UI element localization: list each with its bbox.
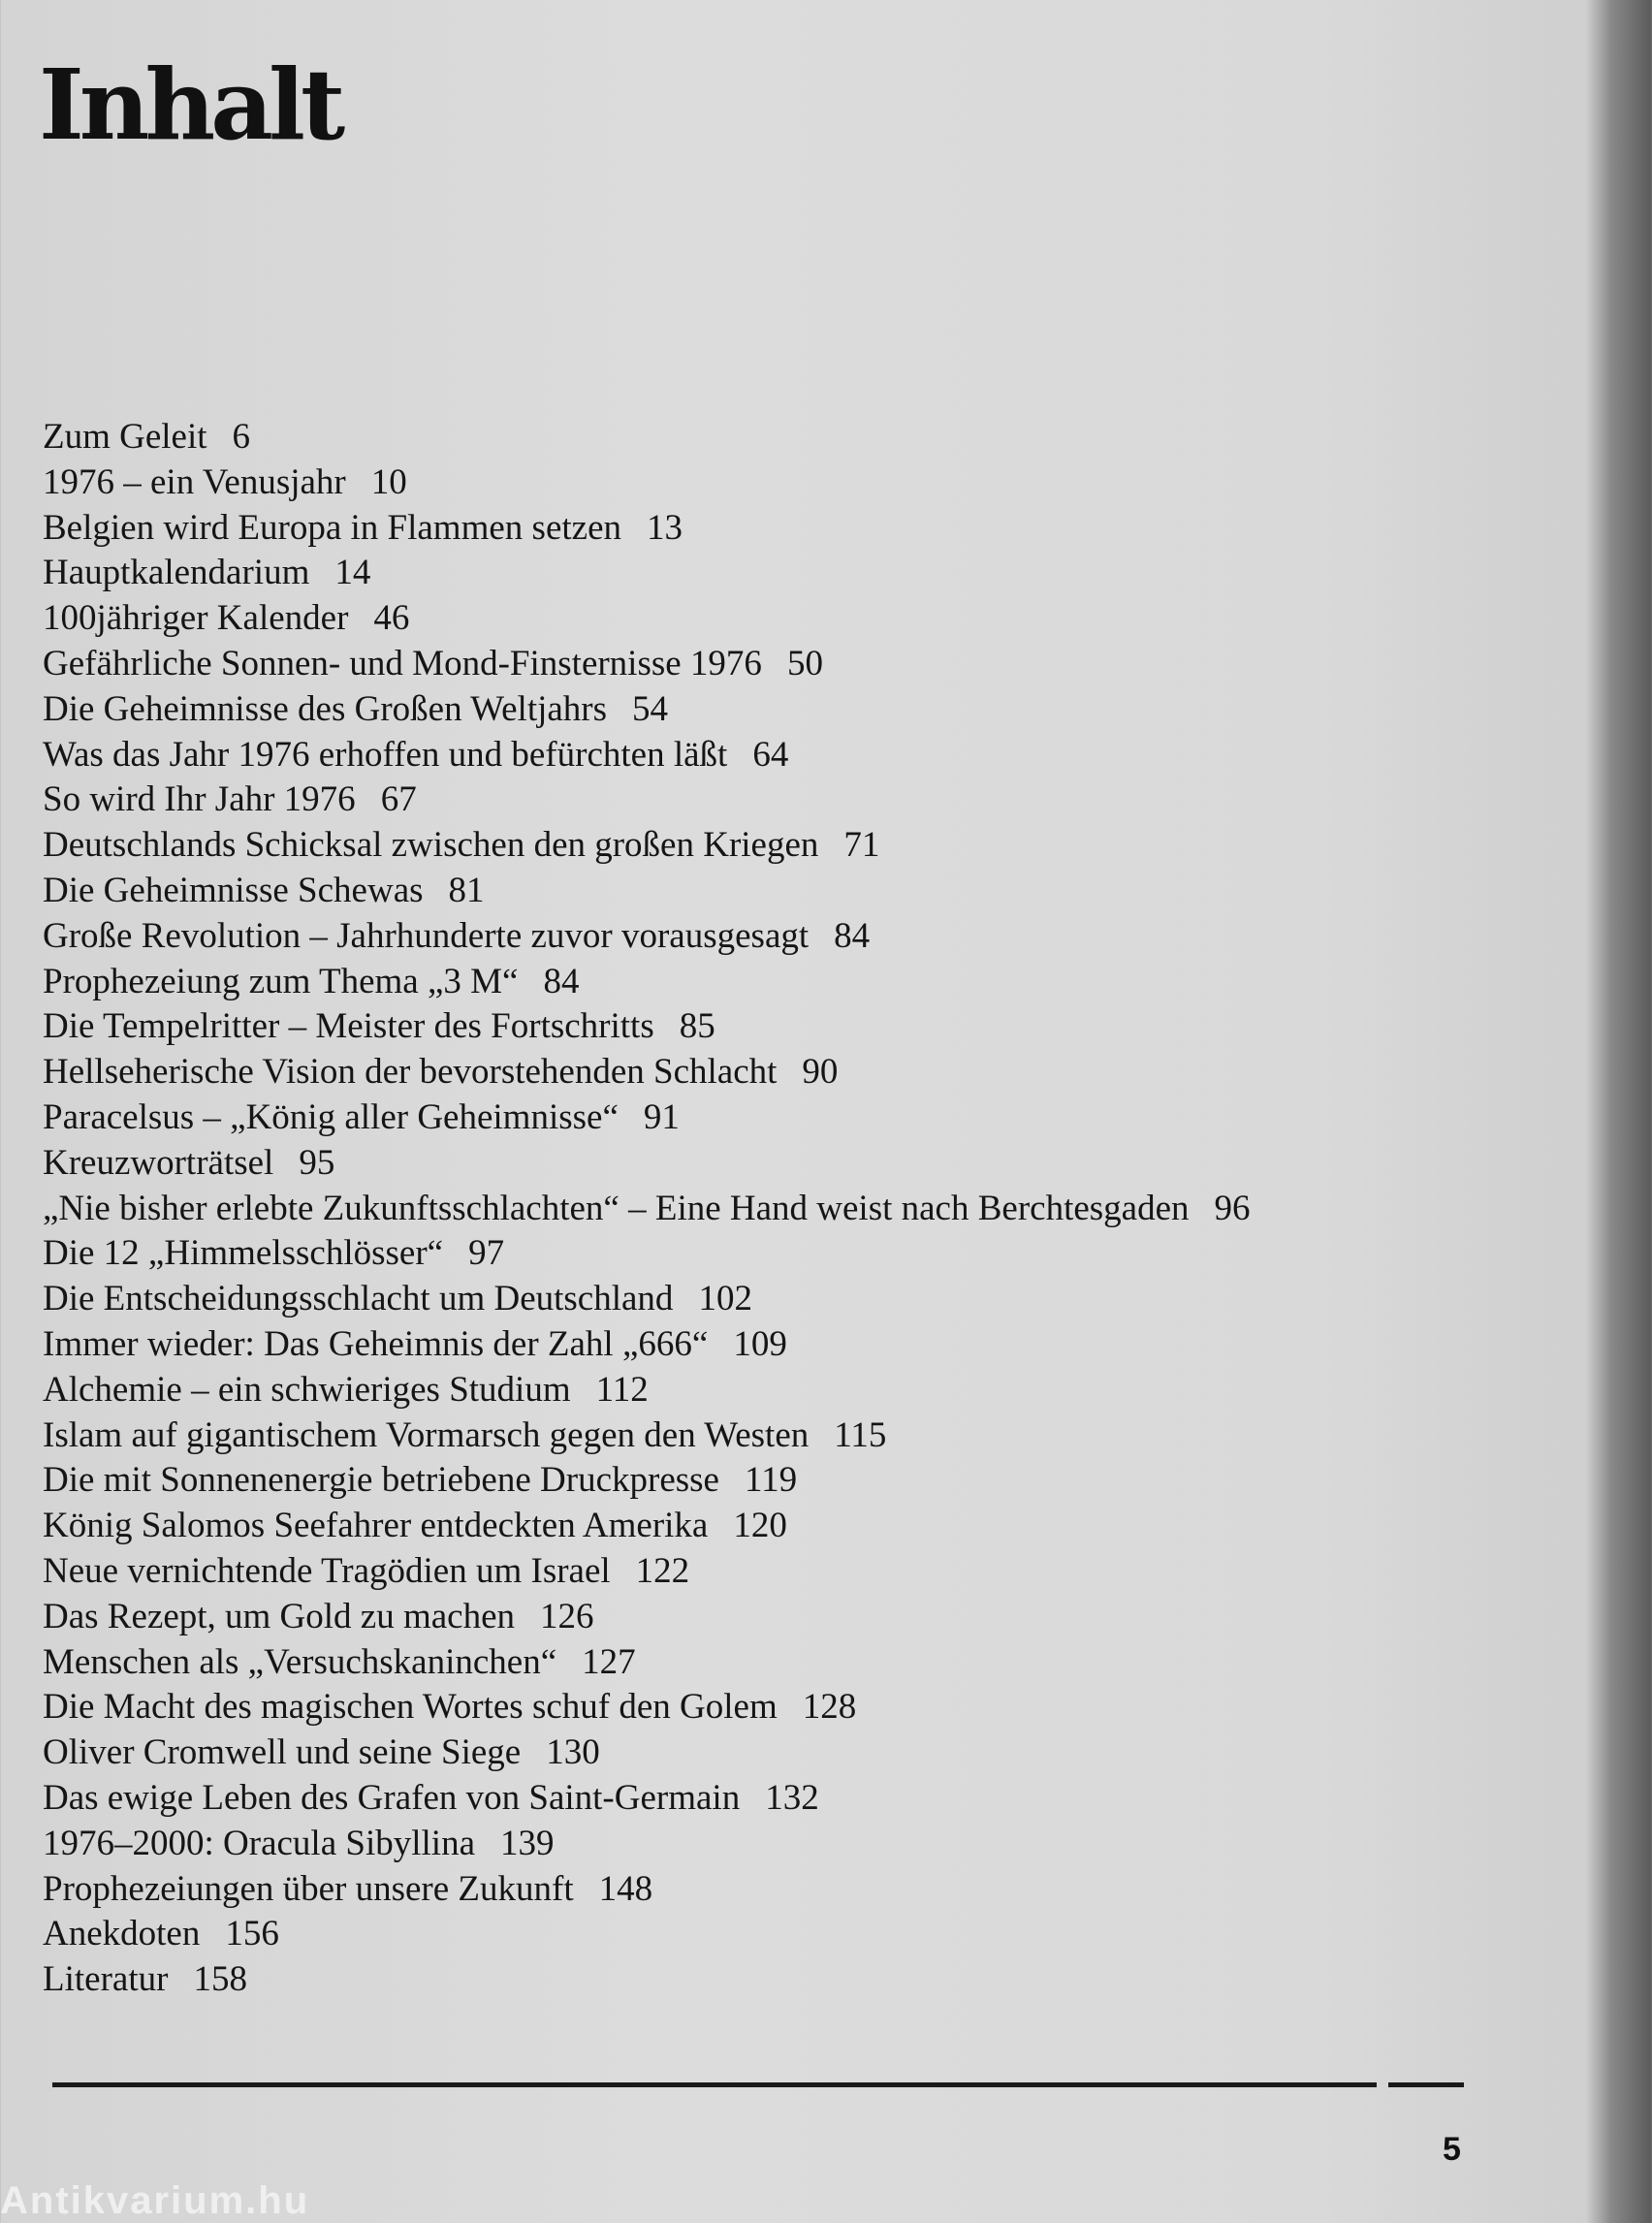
toc-entry-title: Die Macht des magischen Wortes schuf den Golem bbox=[43, 1687, 778, 1728]
toc-entry-page: 119 bbox=[744, 1460, 798, 1501]
toc-entry-title: König Salomos Seefahrer entdeckten Amerika bbox=[43, 1506, 709, 1546]
page-title: Inhalt bbox=[39, 48, 341, 162]
toc-entry-title: Zum Geleit bbox=[43, 417, 207, 457]
toc-entry bbox=[43, 1912, 1555, 1957]
toc-entry bbox=[43, 1867, 1555, 1913]
toc-entry bbox=[43, 1685, 1555, 1731]
toc-entry bbox=[43, 1368, 1555, 1413]
toc-entry bbox=[43, 687, 1555, 733]
toc-entry bbox=[43, 642, 1555, 687]
toc-entry-title: Hauptkalendarium bbox=[43, 553, 310, 593]
toc-entry bbox=[43, 1231, 1555, 1277]
toc-entry-title: Die 12 „Himmelsschlösser“ bbox=[43, 1233, 444, 1274]
toc-entry-title: 1976 – ein Venusjahr bbox=[43, 461, 346, 502]
toc-entry-page: 54 bbox=[632, 688, 669, 729]
toc-entry-title: Die Geheimnisse des Großen Weltjahrs bbox=[43, 688, 608, 729]
table-of-contents bbox=[43, 415, 1555, 2003]
toc-entry bbox=[43, 823, 1555, 869]
toc-entry bbox=[43, 506, 1555, 552]
toc-entry-title: „Nie bisher erlebte Zukunftsschlachten“ – Eine Hand weist nach Berchtesgaden bbox=[43, 1188, 1190, 1228]
toc-entry bbox=[43, 415, 1555, 460]
toc-entry-page: 97 bbox=[468, 1233, 505, 1274]
toc-entry-title: Prophezeiungen über unsere Zukunft bbox=[43, 1868, 574, 1909]
toc-entry bbox=[43, 460, 1555, 506]
toc-entry bbox=[43, 1957, 1555, 2003]
toc-entry bbox=[43, 1822, 1555, 1867]
toc-entry-page: 126 bbox=[540, 1596, 594, 1636]
toc-entry-title: Was das Jahr 1976 erhoffen und befürchten läßt bbox=[43, 734, 728, 775]
toc-entry-page: 13 bbox=[647, 507, 683, 548]
toc-entry-title: Die Tempelritter – Meister des Fortschritts bbox=[43, 1006, 654, 1047]
toc-entry bbox=[43, 1004, 1555, 1050]
toc-entry-page: 158 bbox=[193, 1959, 247, 2000]
toc-entry bbox=[43, 1776, 1555, 1822]
toc-entry-title: Menschen als „Versuchskaninchen“ bbox=[43, 1641, 557, 1682]
toc-entry-page: 112 bbox=[595, 1369, 649, 1410]
toc-entry-title: Deutschlands Schicksal zwischen den großen Kriegen bbox=[43, 825, 819, 866]
toc-entry bbox=[43, 1096, 1555, 1141]
toc-entry-page: 96 bbox=[1214, 1188, 1251, 1228]
toc-entry-page: 122 bbox=[635, 1550, 690, 1591]
toc-entry-title: 100jähriger Kalender bbox=[43, 598, 349, 639]
toc-entry-page: 128 bbox=[802, 1687, 857, 1728]
toc-entry-title: Islam auf gigantischem Vormarsch gegen den Westen bbox=[43, 1414, 810, 1455]
toc-entry-title: Neue vernichtende Tragödien um Israel bbox=[43, 1550, 611, 1591]
toc-entry-title: Belgien wird Europa in Flammen setzen bbox=[43, 507, 621, 548]
toc-entry bbox=[43, 733, 1555, 778]
toc-entry-page: 85 bbox=[679, 1006, 715, 1047]
toc-entry bbox=[43, 1050, 1555, 1096]
footer-rule-short bbox=[1388, 2082, 1464, 2087]
toc-entry-page: 71 bbox=[843, 825, 880, 866]
toc-entry-page: 156 bbox=[225, 1914, 279, 1954]
toc-entry-page: 67 bbox=[380, 779, 417, 820]
toc-entry bbox=[43, 914, 1555, 960]
toc-entry bbox=[43, 1458, 1555, 1504]
toc-entry-title: Die Geheimnisse Schewas bbox=[43, 870, 424, 910]
toc-entry-page: 115 bbox=[834, 1414, 887, 1455]
toc-entry-title: Anekdoten bbox=[43, 1914, 201, 1954]
toc-entry bbox=[43, 1141, 1555, 1187]
toc-entry-title: Die Entscheidungsschlacht um Deutschland bbox=[43, 1279, 674, 1319]
toc-entry-page: 95 bbox=[299, 1142, 335, 1183]
toc-entry-title: Das ewige Leben des Grafen von Saint-Germain bbox=[43, 1777, 741, 1818]
toc-entry-title: Das Rezept, um Gold zu machen bbox=[43, 1596, 516, 1636]
toc-entry bbox=[43, 1731, 1555, 1776]
toc-entry bbox=[43, 596, 1555, 642]
toc-entry-title: Große Revolution – Jahrhunderte zuvor vorausgesagt bbox=[43, 915, 810, 956]
toc-entry bbox=[43, 960, 1555, 1005]
toc-entry-page: 46 bbox=[373, 598, 410, 639]
toc-entry bbox=[43, 1187, 1555, 1232]
toc-entry-title: Alchemie – ein schwieriges Studium bbox=[43, 1369, 571, 1410]
toc-entry-page: 102 bbox=[698, 1279, 752, 1319]
toc-entry-page: 6 bbox=[232, 417, 251, 457]
toc-entry-title: Literatur bbox=[43, 1959, 169, 2000]
toc-entry bbox=[43, 1277, 1555, 1322]
toc-entry-title: Kreuzworträtsel bbox=[43, 1142, 274, 1183]
toc-entry-page: 84 bbox=[834, 915, 871, 956]
toc-entry-page: 91 bbox=[643, 1096, 680, 1137]
toc-entry-page: 84 bbox=[543, 961, 580, 1001]
page-number: 5 bbox=[1443, 2131, 1461, 2168]
toc-entry-title: Prophezeiung zum Thema „3 M“ bbox=[43, 961, 519, 1001]
toc-entry-page: 14 bbox=[334, 553, 371, 593]
footer-rule bbox=[52, 2082, 1377, 2087]
toc-entry-page: 148 bbox=[598, 1868, 653, 1909]
toc-entry-title: Paracelsus – „König aller Geheimnisse“ bbox=[43, 1096, 619, 1137]
toc-entry-page: 120 bbox=[733, 1506, 787, 1546]
toc-entry-page: 109 bbox=[733, 1323, 787, 1364]
watermark: Antikvarium.hu bbox=[0, 2179, 310, 2222]
toc-entry bbox=[43, 1413, 1555, 1459]
toc-entry-page: 64 bbox=[752, 734, 789, 775]
toc-entry-title: Immer wieder: Das Geheimnis der Zahl „666“ bbox=[43, 1323, 709, 1364]
toc-entry-title: So wird Ihr Jahr 1976 bbox=[43, 779, 356, 820]
toc-entry bbox=[43, 1549, 1555, 1595]
toc-entry-title: Die mit Sonnenenergie betriebene Druckpresse bbox=[43, 1460, 719, 1501]
toc-entry bbox=[43, 1504, 1555, 1549]
toc-entry bbox=[43, 1322, 1555, 1368]
toc-entry-title: 1976–2000: Oracula Sibyllina bbox=[43, 1823, 475, 1863]
toc-entry-page: 81 bbox=[448, 870, 485, 910]
toc-entry-page: 90 bbox=[802, 1052, 839, 1093]
toc-entry-page: 139 bbox=[500, 1823, 555, 1863]
toc-entry-page: 127 bbox=[582, 1641, 636, 1682]
toc-entry-page: 132 bbox=[765, 1777, 819, 1818]
toc-entry-page: 50 bbox=[786, 643, 823, 683]
toc-entry-page: 10 bbox=[370, 461, 407, 502]
toc-entry-title: Gefährliche Sonnen- und Mond-Finsternisse 1976 bbox=[43, 643, 762, 683]
toc-entry-title: Hellseherische Vision der bevorstehenden Schlacht bbox=[43, 1052, 778, 1093]
toc-entry bbox=[43, 1595, 1555, 1640]
toc-entry-title: Oliver Cromwell und seine Siege bbox=[43, 1732, 522, 1773]
toc-entry-page: 130 bbox=[546, 1732, 600, 1773]
toc-entry bbox=[43, 869, 1555, 914]
toc-entry bbox=[43, 551, 1555, 596]
toc-entry bbox=[43, 1640, 1555, 1686]
toc-entry bbox=[43, 778, 1555, 823]
